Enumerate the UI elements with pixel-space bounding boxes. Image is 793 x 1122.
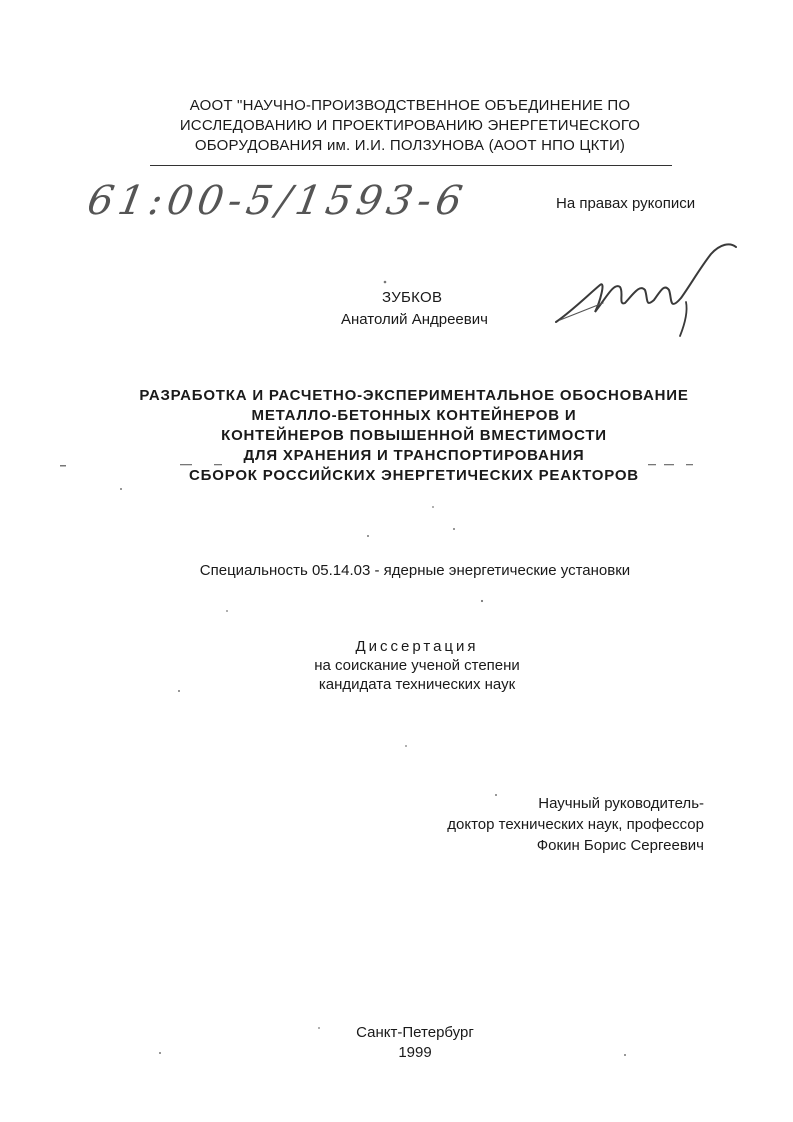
title-line: КОНТЕЙНЕРОВ ПОВЫШЕННОЙ ВМЕСТИМОСТИ — [221, 427, 607, 444]
dissertation-title — [110, 386, 718, 486]
degree-line: кандидата технических наук — [318, 676, 516, 693]
organization-header — [150, 96, 670, 156]
supervisor-degree: доктор технических наук, профессор — [447, 816, 704, 833]
place-and-year — [300, 1023, 530, 1063]
handwritten-catalog-code: 61:00-5/1593-6 — [83, 178, 471, 224]
header-divider — [150, 165, 672, 166]
author-surname: ЗУБКОВ — [382, 289, 443, 306]
organization-line: ИССЛЕДОВАНИЮ И ПРОЕКТИРОВАНИЮ ЭНЕРГЕТИЧЕСКОГО — [179, 117, 641, 134]
year: 1999 — [398, 1044, 432, 1061]
organization-line: ОБОРУДОВАНИЯ им. И.И. ПОЛЗУНОВА (АООТ НПО ЦКТИ) — [194, 137, 626, 154]
title-line: СБОРОК РОССИЙСКИХ ЭНЕРГЕТИЧЕСКИХ РЕАКТОРОВ — [189, 467, 639, 484]
author-name: Анатолий Андреевич — [341, 311, 488, 328]
organization-line: АООТ "НАУЧНО-ПРОИЗВОДСТВЕННОЕ ОБЪЕДИНЕНИЕ ПО — [189, 97, 631, 114]
degree-line: на соискание ученой степени — [314, 657, 520, 674]
supervisor-block — [392, 793, 704, 856]
manuscript-note: На правах рукописи — [556, 195, 696, 212]
title-line: РАЗРАБОТКА И РАСЧЕТНО-ЭКСПЕРИМЕНТАЛЬНОЕ ОБОСНОВАНИЕ — [139, 387, 689, 404]
title-line: МЕТАЛЛО-БЕТОННЫХ КОНТЕЙНЕРОВ И — [251, 407, 577, 424]
city: Санкт-Петербург — [356, 1024, 474, 1041]
supervisor-role: Научный руководитель- — [538, 795, 704, 812]
specialty: Специальность 05.14.03 - ядерные энергетические установки — [199, 562, 631, 579]
dissertation-heading: Диссертация — [355, 638, 479, 655]
dissertation-degree — [212, 637, 622, 694]
supervisor-name: Фокин Борис Сергеевич — [536, 837, 704, 854]
title-line: ДЛЯ ХРАНЕНИЯ И ТРАНСПОРТИРОВАНИЯ — [243, 447, 585, 464]
author-signature — [548, 240, 748, 340]
